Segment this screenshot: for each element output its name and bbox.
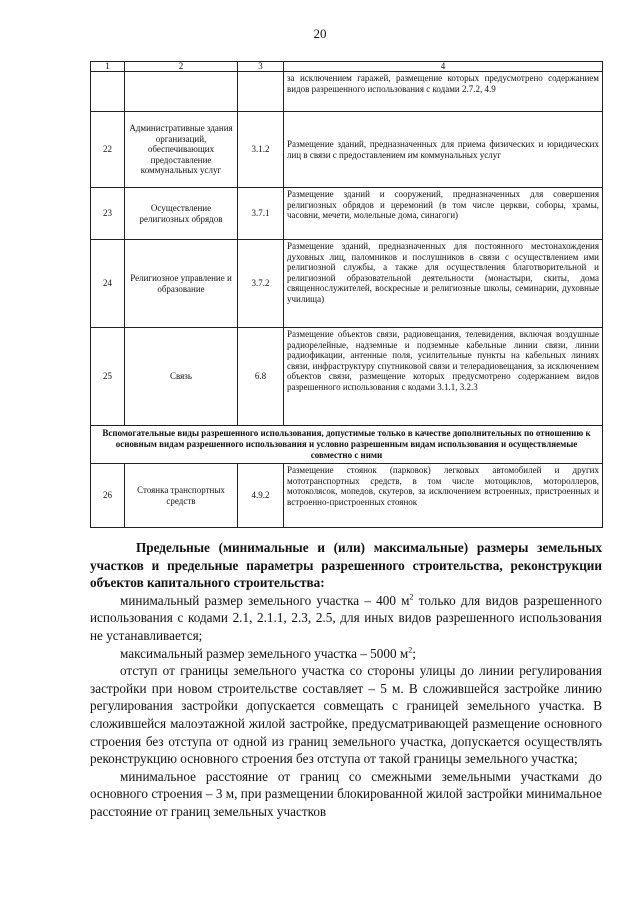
section-heading: Предельные (минимальные и (или) максимальные) размеры земельных участков и предельные параметры разрешенного строительства, реконструкции объектов капитального строительства:: [90, 540, 602, 591]
row-description: Размещение зданий, предназначенных для постоянного местонахождения духовных лиц, паломников и послушников в связи с осуществлением ими религиозной службы, а также для осуществления благотворительной и религиозной образовательной деятельности (монастыри, скиты, дома священнослужителей, воскресные и религиозные школы, семинарии, духовные училища): [284, 240, 603, 328]
table-row: [91, 188, 603, 240]
section-row: [91, 426, 603, 464]
row-name: Административные здания организаций, обеспечивающих предоставление коммунальных услуг: [125, 112, 238, 188]
table-row: [91, 240, 603, 328]
max-size-text: максимальный размер земельного участка – 5000 м: [120, 645, 409, 661]
header-col-1: 1: [91, 62, 125, 72]
row-number: 22: [91, 112, 125, 188]
table-row: [91, 328, 603, 426]
max-size-text-rest: ;: [412, 645, 416, 661]
row-number: 24: [91, 240, 125, 328]
land-use-table: [90, 61, 603, 528]
header-col-2: 2: [125, 62, 238, 72]
paragraph-max-size: [90, 645, 602, 663]
row-description: Размещение зданий и сооружений, предназначенных для совершения религиозных обрядов и церемоний (в том числе церкви, соборы, храмы, часовни, мечети, молельные дома, синагоги): [284, 188, 603, 240]
min-size-text: минимальный размер земельного участка – 400 м: [120, 592, 410, 608]
body-text: [90, 539, 602, 821]
row-code: [238, 72, 284, 112]
table-row: [91, 464, 603, 528]
row-description: Размещение стоянок (парковок) легковых автомобилей и других мототранспортных средств, в том числе мотоциклов, мотороллеров, мотоколясок, мопедов, скутеров, за исключением встроенных, пристроенных и встроенно-пристроенных стоянок: [284, 464, 603, 528]
paragraph-min-size: [90, 592, 602, 645]
row-code: 3.1.2: [238, 112, 284, 188]
section-title: Вспомогательные виды разрешенного использования, допустимые только в качестве дополнительных по отношению к основным видам разрешенного использования и условно разрешенным видам использования и осуществляемые совместно с ними: [91, 426, 603, 464]
row-code: 3.7.1: [238, 188, 284, 240]
paragraph-distance: минимальное расстояние от границ со смежными земельными участками до основного строения – 3 м, при размещении блокированной жилой застройки минимальное расстояние от границ земельных участков: [90, 768, 602, 819]
row-code: 6.8: [238, 328, 284, 426]
table-header-row: [91, 62, 603, 72]
row-name: [125, 72, 238, 112]
row-code: 3.7.2: [238, 240, 284, 328]
row-name: Стоянка транспортных средств: [125, 464, 238, 528]
row-name: Осуществление религиозных обрядов: [125, 188, 238, 240]
superscript: 2: [409, 592, 414, 602]
table-row: [91, 72, 603, 112]
page-number: 20: [313, 26, 327, 41]
paragraph-setback: отступ от границы земельного участка со стороны улицы до линии регулирования застройки при новом строительстве составляет – 5 м. В сложившейся застройке линию регулирования застройки допускается совмещать с границей земельного участка. В сложившейся малоэтажной жилой застройке, предусматривающей размещение основного строения без отступа от одной из границ земельного участка, допускается осуществлять реконструкцию основного строения без отступа от такой границы земельного участка;: [90, 663, 602, 767]
row-number: 26: [91, 464, 125, 528]
row-number: 25: [91, 328, 125, 426]
header-col-3: 3: [238, 62, 284, 72]
table-row: [91, 112, 603, 188]
header-col-4: 4: [284, 62, 603, 72]
row-number: 23: [91, 188, 125, 240]
row-code: 4.9.2: [238, 464, 284, 528]
row-description: Размещение объектов связи, радиовещания, телевидения, включая воздушные радиорелейные, надземные и подземные кабельные линии связи, линии радиофикации, антенные поля, усилительные пункты на кабельных линиях связи, инфраструктуру спутниковой связи и телерадиовещания, за исключением объектов связи, размещение которых предусмотрено содержанием видов разрешенного использования с кодами 3.1.1, 3.2.3: [284, 328, 603, 426]
row-name: Связь: [125, 328, 238, 426]
superscript: 2: [408, 645, 413, 655]
row-name: Религиозное управление и образование: [125, 240, 238, 328]
continuation-cell: за исключением гаражей, размещение которых предусмотрено содержанием видов разрешенного использования с кодами 2.7.2, 4.9: [284, 72, 603, 112]
row-description: Размещение зданий, предназначенных для приема физических и юридических лиц в связи с предоставлением им коммунальных услуг: [284, 112, 603, 188]
min-size-text-rest: только для видов разрешенного использования с кодами 2.1, 2.1.1, 2.3, 2.5, для иных видов разрешенного использования не устанавливается;: [90, 592, 602, 643]
row-number: [91, 72, 125, 112]
